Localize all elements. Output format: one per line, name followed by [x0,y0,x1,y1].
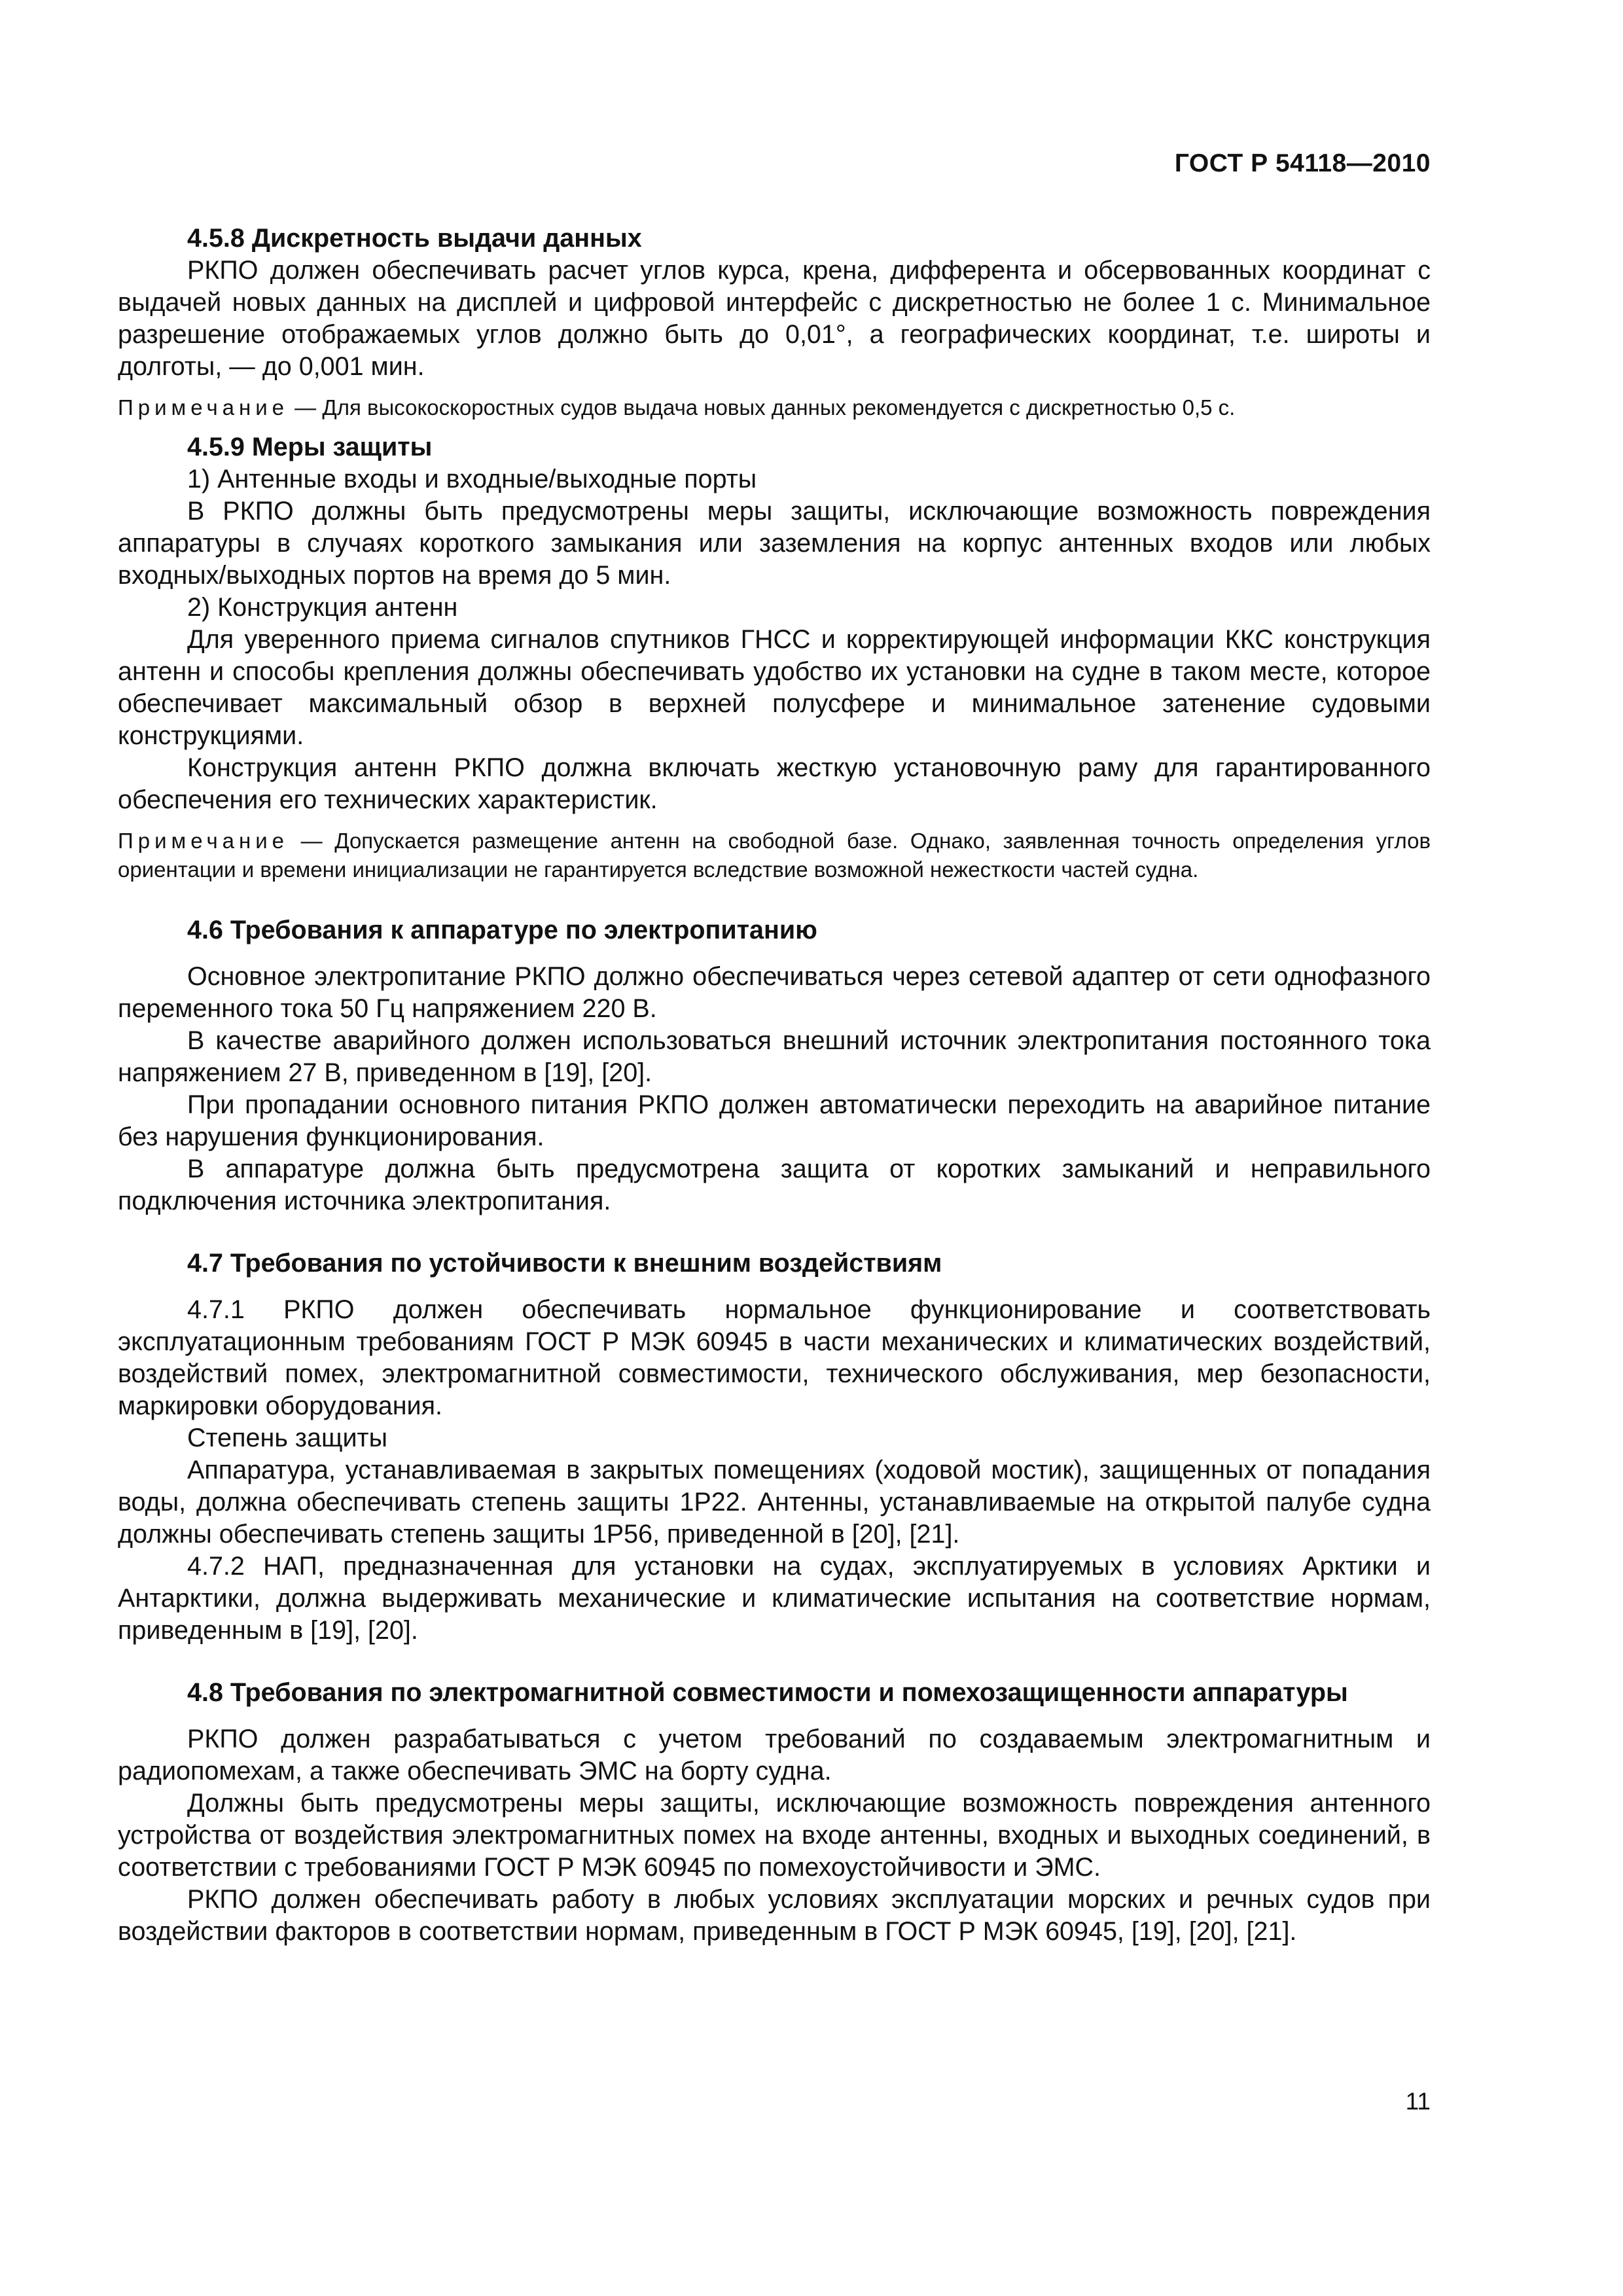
section-4-7-paragraph-4: 4.7.2 НАП, предназначенная для установки на судах, эксплуатируемых в условиях Арктики и Антарктики, должна выдерживать механические и климатические испытания на соответствие нормам, приведенным в [19], [20]. [118,1552,1431,1645]
note-label: Примечание [118,829,289,853]
section-4-6-paragraph-4: В аппаратуре должна быть предусмотрена защита от коротких замыканий и неправильного подключения источника электропитания. [118,1155,1431,1215]
section-4-5-9-item-2: 2) Конструкция антенн [187,593,458,622]
section-4-5-9-paragraph-2: Для уверенного приема сигналов спутников ГНСС и корректирующей информации ККС конструкция антенн и способы крепления должны обеспечивать удобство их установки на судне в таком месте, которое обеспечивает максимальный обзор в верхней полусфере и минимальное затенение судовыми конструкциями. [118,625,1431,750]
section-4-7-paragraph-3: Аппаратура, устанавливаемая в закрытых помещениях (ходовой мостик), защищенных от попадания воды, должна обеспечивать степень защиты 1Р22. Антенны, устанавливаемые на открытой палубе судна должны обеспечивать степень защиты 1Р56, приведенной в [20], [21]. [118,1456,1431,1549]
standard-number-header: ГОСТ Р 54118—2010 [1174,149,1431,177]
note-label: Примечание [118,395,289,420]
section-4-5-9-item-1: 1) Антенные входы и входные/выходные порты [187,465,757,493]
section-4-7-paragraph-1: 4.7.1 РКПО должен обеспечивать нормальное функционирование и соответствовать эксплуатационным требованиям ГОСТ Р МЭК 60945 в части механических и климатических воздействий, воздействий помех, электромагнитной совместимости, технического обслуживания, мер безопасности, маркировки оборудования. [118,1295,1431,1420]
section-4-8-heading: 4.8 Требования по электромагнитной совместимости и помехозащищенности аппаратуры [187,1678,1348,1707]
section-4-5-8-paragraph: РКПО должен обеспечивать расчет углов курса, крена, дифферента и обсервованных координат с выдачей новых данных на дисплей и цифровой интерфейс с дискретностью не более 1 с. Минимальное разрешение отображаемых углов должно быть до 0,01°, а географических координат, т.е. широты и долготы, — до 0,001 мин. [118,256,1431,381]
section-4-5-9-heading: 4.5.9 Меры защиты [187,433,433,461]
page-number: 11 [1405,2088,1431,2115]
note-text: — Допускается размещение антенн на свободной базе. Однако, заявленная точность определения углов ориентации и времени инициализации не гарантируется вследствие возможной нежесткости частей судна. [118,829,1431,882]
section-4-5-9-note [118,827,1431,884]
section-4-7-heading: 4.7 Требования по устойчивости к внешним воздействиям [187,1249,942,1278]
section-4-8-paragraph-3: РКПО должен обеспечивать работу в любых условиях эксплуатации морских и речных судов при воздействии факторов в соответствии нормам, приведенным в ГОСТ Р МЭК 60945, [19], [20], [21]. [118,1885,1431,1946]
section-4-6-paragraph-1: Основное электропитание РКПО должно обеспечиваться через сетевой адаптер от сети однофазного переменного тока 50 Гц напряжением 220 В. [118,962,1431,1023]
section-4-5-8-heading: 4.5.8 Дискретность выдачи данных [187,224,642,253]
section-4-7-paragraph-2: Степень защиты [187,1424,387,1452]
note-text: — Для высокоскоростных судов выдача новых данных рекомендуется с дискретностью 0,5 с. [289,395,1236,420]
section-4-5-9-paragraph-1: В РКПО должны быть предусмотрены меры защиты, исключающие возможность повреждения аппаратуры в случаях короткого замыкания или заземления на корпус антенных входов или любых входных/выходных портов на время до 5 мин. [118,497,1431,590]
section-4-5-9-paragraph-3: Конструкция антенн РКПО должна включать жесткую установочную раму для гарантированного обеспечения его технических характеристик. [118,753,1431,814]
document-page [118,0,1431,2296]
section-4-8-paragraph-2: Должны быть предусмотрены меры защиты, исключающие возможность повреждения антенного устройства от воздействия электромагнитных помех на входе антенны, входных и выходных соединений, в соответствии с требованиями ГОСТ Р МЭК 60945 по помехоустойчивости и ЭМС. [118,1789,1431,1882]
section-4-6-paragraph-3: При пропадании основного питания РКПО должен автоматически переходить на аварийное питание без нарушения функционирования. [118,1090,1431,1151]
section-4-8-paragraph-1: РКПО должен разрабатываться с учетом требований по создаваемым электромагнитным и радиопомехам, а также обеспечивать ЭМС на борту судна. [118,1725,1431,1785]
section-4-5-8-note [118,393,1431,422]
document-body [118,223,1431,1948]
section-4-6-paragraph-2: В качестве аварийного должен использоваться внешний источник электропитания постоянного тока напряжением 27 В, приведенном в [19], [20]. [118,1026,1431,1087]
section-4-6-heading: 4.6 Требования к аппаратуре по электропитанию [187,916,817,944]
